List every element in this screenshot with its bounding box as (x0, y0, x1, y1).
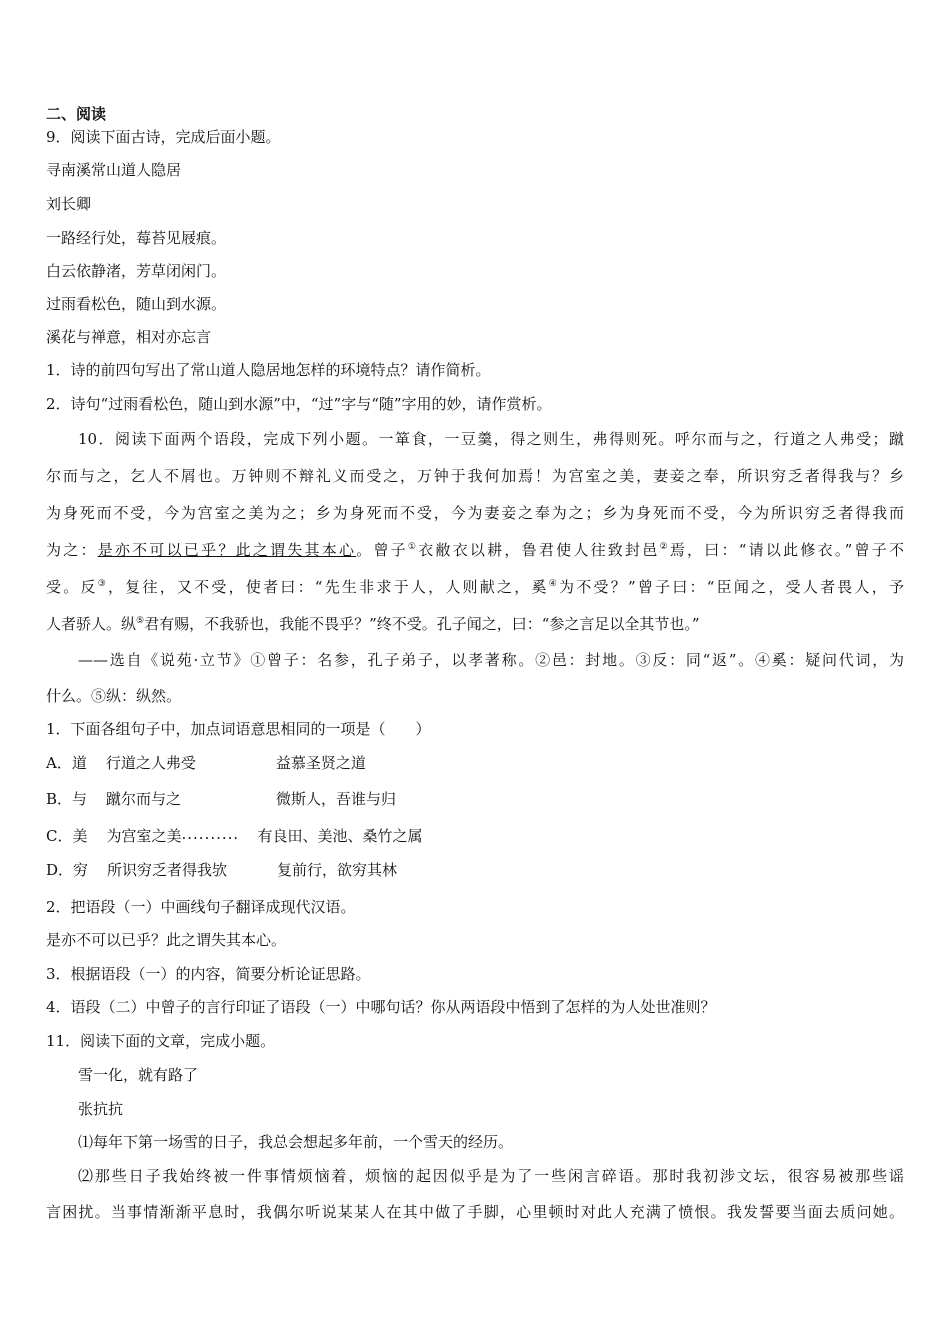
source-note: ——选自《说苑·立节》①曾子：名参，孔子弟子，以孝著称。②邑：封地。③反：同“返”。④奚：疑问代词，为 (78, 651, 904, 669)
emphasis-dots: .......... (181, 825, 240, 843)
article-title: 雪一化，就有路了 (78, 1066, 199, 1084)
footnote-mark: ④ (548, 579, 560, 589)
q10-passage-line: 为之：是亦不可以已乎？此之谓失其本心。曾子①衣敝衣以耕，鲁君使人往致封邑②焉，曰：“请以此修衣。”曾子不 (46, 541, 904, 559)
q10-sub3: 3．根据语段（一）的内容，简要分析论证思路。 (46, 965, 371, 983)
q9-sub1: 1．诗的前四句写出了常山道人隐居地怎样的环境特点？请作简析。 (46, 361, 491, 379)
section-title: 二、阅读 (46, 105, 107, 123)
footnote-mark: ② (659, 542, 670, 552)
poem-line: 溪花与禅意，相对亦忘言 (46, 328, 212, 346)
footnote-mark: ⑤ (136, 616, 145, 626)
q10-passage-line: 人者骄人。纵⑤君有赐，不我骄也，我能不畏乎？”终不受。孔子闻之，曰：“参之言足以全其节也。” (46, 615, 700, 633)
footnote-mark: ① (407, 542, 419, 552)
article-author: 张抗抗 (78, 1100, 124, 1118)
q9-sub2: 2．诗句“过雨看松色，随山到水源”中，“过”字与“随”字用的妙，请作赏析。 (46, 395, 552, 413)
article-paragraph: ⑴每年下第一场雪的日子，我总会想起多年前，一个雪天的经历。 (78, 1133, 514, 1151)
q10-passage-line: 10．阅读下面两个语段，完成下列小题。一箪食，一豆羹，得之则生，弗得则死。呼尔而与之，行道之人弗受；蹴 (78, 430, 904, 448)
q10-sub2: 2．把语段（一）中画线句子翻译成现代汉语。 (46, 898, 356, 916)
poem-title: 寻南溪常山道人隐居 (46, 161, 182, 179)
poem-line: 白云依静渚，芳草闭闲门。 (46, 262, 227, 280)
option-d: D．穷 所识穷乏者得我欤 复前行，欲穷其林 (46, 861, 398, 879)
poem-author: 刘长卿 (46, 195, 92, 213)
source-note: 什么。⑤纵：纵然。 (46, 687, 182, 705)
q10-passage-line: 受。反③，复往，又不受，使者曰：“先生非求于人，人则献之，奚④为不受？”曾子曰：“臣闻之，受人者畏人，予 (46, 578, 905, 596)
footnote-mark: ③ (97, 579, 109, 589)
q10-sub2-sentence: 是亦不可以已乎？此之谓失其本心。 (46, 931, 287, 949)
poem-line: 一路经行处，莓苔见屐痕。 (46, 229, 227, 247)
option-c: C．美 为宫室之美.......... 有良田、美池、桑竹之属 (46, 825, 423, 845)
option-b: B．与 蹴尔而与之 微斯人，吾谁与归 (46, 790, 397, 808)
q10-passage-line: 尔而与之，乞人不屑也。万钟则不辩礼义而受之，万钟于我何加焉！为宫室之美，妻妾之奉，所识穷乏者得我与？乡 (46, 467, 904, 485)
underlined-sentence: 是亦不可以已乎？此之谓失其本心 (97, 541, 357, 559)
q10-sub4: 4．语段（二）中曾子的言行印证了语段（一）中哪句话？你从两语段中悟到了怎样的为人处世准则？ (46, 998, 716, 1016)
article-paragraph: ⑵那些日子我始终被一件事情烦恼着，烦恼的起因似乎是为了一些闲言碎语。那时我初涉文坛，很容易被那些谣 (78, 1167, 904, 1185)
q9-intro: 9．阅读下面古诗，完成后面小题。 (46, 128, 281, 146)
q10-sub1: 1．下面各组句子中，加点词语意思相同的一项是（ ） (46, 720, 431, 738)
q11-intro: 11．阅读下面的文章，完成小题。 (46, 1032, 276, 1050)
article-paragraph: 言困扰。当事情渐渐平息时，我偶尔听说某某人在其中做了手脚，心里顿时对此人充满了愤恨。我发誓要当面去质问她。 (46, 1203, 904, 1221)
poem-line: 过雨看松色，随山到水源。 (46, 295, 227, 313)
q10-passage-line: 为身死而不受，今为宫室之美为之；乡为身死而不受，今为妻妾之奉为之；乡为身死而不受，今为所识穷乏者得我而 (46, 504, 904, 522)
option-a: A．道 行道之人弗受 益慕圣贤之道 (46, 754, 366, 772)
